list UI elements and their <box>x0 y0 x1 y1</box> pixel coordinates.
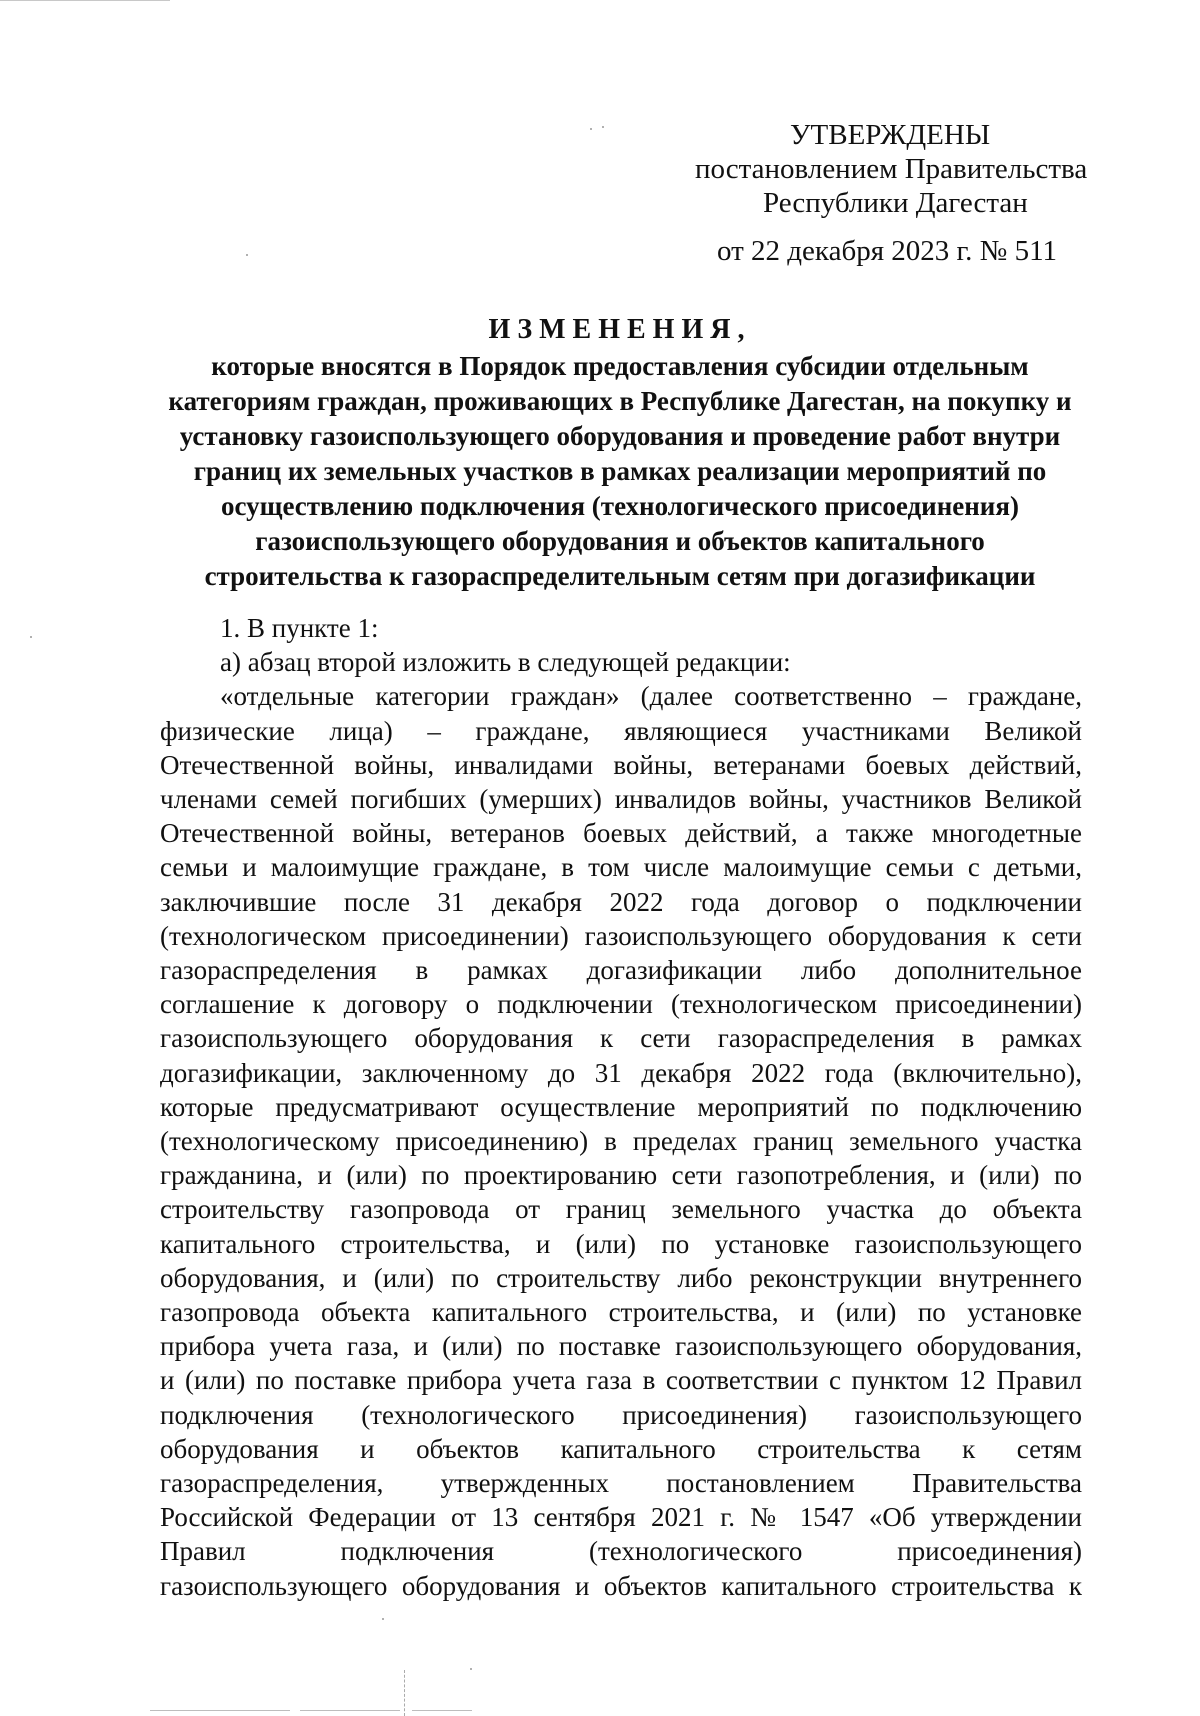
body-line: которые предусматривают осуществление мероприятий по подключению <box>160 1091 1082 1122</box>
body-line: прибора учета газа, и (или) по поставке газоиспользующего оборудования, <box>160 1331 1082 1362</box>
body-line: 1. В пункте 1: <box>220 613 379 643</box>
subtitle-line: категориям граждан, проживающих в Республике Дагестан, на покупку и <box>168 386 1072 416</box>
scan-speck <box>590 128 592 130</box>
body-line: оборудования и объектов капитального строительства к сетям <box>160 1433 1082 1464</box>
scan-speck <box>382 1618 384 1620</box>
body-line: Отечественной войны, инвалидами войны, ветеранами боевых действий, <box>160 749 1082 780</box>
scan-line <box>300 1710 400 1711</box>
subtitle-line: которые вносятся в Порядок предоставления субсидии отдельным <box>211 351 1029 381</box>
approval-heading: УТВЕРЖДЕНЫ <box>790 119 991 151</box>
body-line: «отдельные категории граждан» (далее соответственно – граждане, <box>220 681 1082 712</box>
body-line: а) абзац второй изложить в следующей редакции: <box>220 647 791 678</box>
scan-edge-line <box>0 0 170 1</box>
body-line: соглашение к договору о подключении (технологическом присоединении) <box>160 989 1082 1020</box>
approval-org: Республики Дагестан <box>763 187 1028 219</box>
scan-speck <box>246 254 248 256</box>
scan-speck <box>30 636 32 638</box>
subtitle-line: осуществлению подключения (технологического присоединения) <box>221 491 1019 521</box>
scan-footer-lines <box>0 1676 1200 1716</box>
document-subtitle <box>150 349 1090 594</box>
body-line: газоиспользующего оборудования к сети газораспределения в рамках <box>160 1023 1082 1054</box>
body-line: оборудования, и (или) по строительству либо реконструкции внутреннего <box>160 1262 1082 1293</box>
subtitle-line: границ их земельных участков в рамках реализации мероприятий по <box>193 456 1047 486</box>
scan-line <box>150 1710 290 1711</box>
subtitle-line: газоиспользующего оборудования и объектов капитального <box>255 526 985 556</box>
document-title: ИЗМЕНЕНИЯ, <box>488 314 752 345</box>
body-line: членами семей погибших (умерших) инвалидов войны, участников Великой <box>160 784 1082 815</box>
body-line: газоиспользующего оборудования и объектов капитального строительства к <box>160 1570 1082 1601</box>
scan-line <box>412 1710 472 1711</box>
document-body <box>160 611 1082 1603</box>
body-line: гражданина, и (или) по проектированию сети газопотребления, и (или) по <box>160 1160 1082 1191</box>
body-line: догазификации, заключенному до 31 декабря 2022 года (включительно), <box>160 1057 1082 1088</box>
body-line: физические лица) – граждане, являющиеся участниками Великой <box>160 715 1082 746</box>
body-line: газораспределения, утвержденных постановлением Правительства <box>160 1468 1082 1499</box>
body-line: подключения (технологического присоединения) газоиспользующего <box>160 1399 1082 1430</box>
body-line: капитального строительства, и (или) по установке газоиспользующего <box>160 1228 1082 1259</box>
approval-date: от 22 декабря 2023 г. № 511 <box>717 235 1057 267</box>
body-line: (технологическом присоединении) газоиспользующего оборудования к сети <box>160 920 1082 951</box>
body-line: (технологическому присоединению) в пределах границ земельного участка <box>160 1126 1082 1157</box>
subtitle-line: установку газоиспользующего оборудования и проведение работ внутри <box>179 421 1061 451</box>
scan-speck <box>470 1668 472 1670</box>
subtitle-line: строительства к газораспределительным сетям при догазификации <box>204 561 1036 591</box>
approval-by: постановлением Правительства <box>695 153 1088 185</box>
body-line: Правил подключения (технологического присоединения) <box>160 1536 1082 1567</box>
body-line: строительству газопровода от границ земельного участка до объекта <box>160 1194 1082 1225</box>
body-line: семьи и малоимущие граждане, в том числе малоимущие семьи с детьми, <box>160 852 1082 883</box>
body-line: заключившие после 31 декабря 2022 года договор о подключении <box>160 886 1082 917</box>
body-line: газораспределения в рамках догазификации либо дополнительное <box>160 955 1082 986</box>
body-line: и (или) по поставке прибора учета газа в соответствии с пунктом 12 Правил <box>160 1365 1082 1396</box>
scan-speck <box>602 126 604 128</box>
body-line: газопровода объекта капитального строительства, и (или) по установке <box>160 1297 1082 1328</box>
body-line: Российской Федерации от 13 сентября 2021 г. № 1547 «Об утверждении <box>160 1502 1082 1533</box>
body-line: Отечественной войны, ветеранов боевых действий, а также многодетные <box>160 818 1082 849</box>
